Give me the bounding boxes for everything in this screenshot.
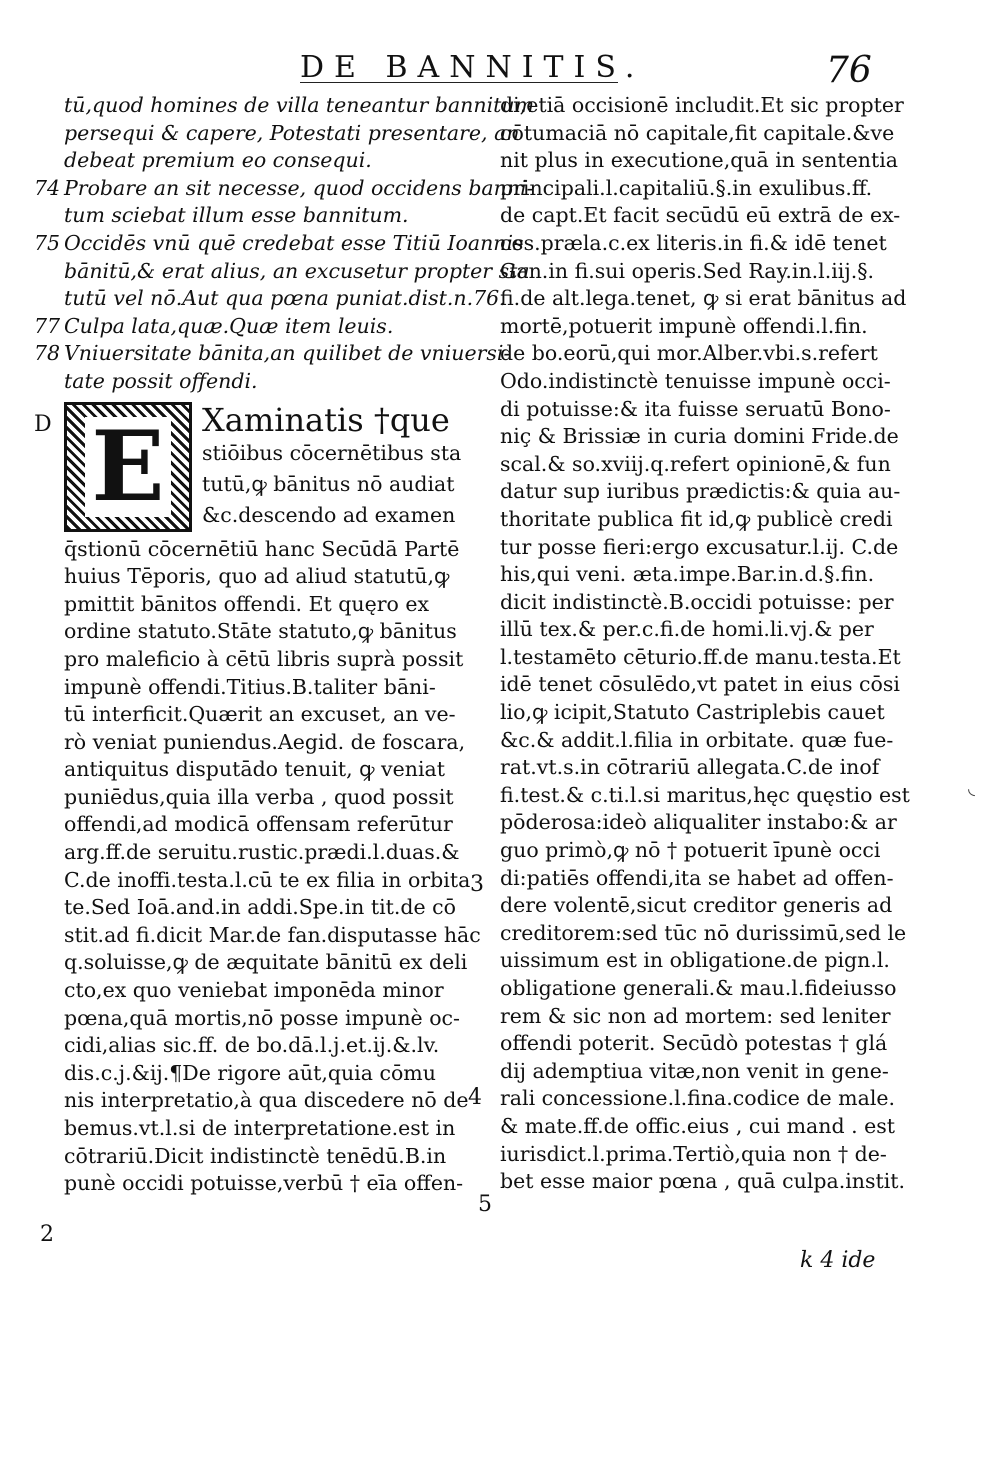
body-line: obligatione generali.& mau.l.fideiusso	[500, 976, 897, 1000]
body-line: pōderosa:ideò aliqualiter instabo:& ar	[500, 810, 897, 835]
body-line: stiōibus cōcernētibus sta	[202, 440, 462, 465]
body-line: rem & sic non ad mortem: sed leniter	[500, 1003, 891, 1028]
summary-number: 77	[34, 313, 61, 338]
body-line: huius Tēporis, quo ad aliud statutū,ꝙ	[64, 564, 450, 589]
running-title: DE BANNITIS.	[300, 50, 645, 85]
body-line: tū interficit.Quærit an excuset, an ve-	[64, 702, 456, 727]
body-line: pmittit bānitos offendi. Et quęro ex	[64, 591, 430, 616]
summary-line: Vniuersitate bānita,an quilibet de vniuersi-	[64, 341, 511, 366]
body-line: dis.c.j.&ij.¶De rigore aūt,quia cōmu	[64, 1060, 436, 1085]
body-line: impunè offendi.Titius.B.taliter bāni-	[64, 674, 436, 699]
body-line: bemus.vt.l.si de interpretatione.est in	[64, 1116, 456, 1140]
body-line: pro maleficio à cētū libris suprà possit	[64, 646, 464, 671]
summary-line: Culpa lata,quæ.Quæ item leuis.	[64, 313, 394, 338]
stray-ink-mark: ◟	[968, 778, 975, 799]
body-line: dij ademptiua vitæ,non venit in gene-	[500, 1058, 889, 1083]
body-line: creditorem:sed tūc nō durissimū,sed le	[500, 920, 907, 945]
lead-word: Xaminatis †que	[202, 400, 450, 439]
summary-line: tate possit offendi.	[64, 368, 258, 393]
summary-line: tutū vel nō.Aut qua pœna puniat.dist.n.76.	[64, 286, 506, 311]
body-line: lio,ꝙ icipit,Statuto Castriplebis cauet	[500, 700, 885, 725]
body-line: l.testamēto cēturio.ff.de manu.testa.Et	[500, 644, 901, 669]
body-line: de bo.eorū,qui mor.Alber.vbi.s.refert	[500, 341, 878, 366]
margin-number-2: 2	[40, 1222, 54, 1247]
body-line: ces.præla.c.ex literis.in fi.& idē tenet	[500, 230, 887, 255]
body-line: principali.l.capitaliū.§.in exulibus.ff.	[500, 175, 873, 200]
body-line: puniēdus,quia illa verba , quod possit	[64, 784, 454, 809]
body-line: cōtumaciā nō capitale,fit capitale.&ve	[500, 120, 895, 145]
margin-letter-d: D	[34, 412, 52, 437]
body-line: illū tex.& per.c.fi.de homi.li.vj.& per	[500, 617, 874, 642]
body-line: &c.& addit.l.filia in orbitate. quæ fue-	[500, 727, 894, 752]
decorated-initial	[64, 402, 192, 532]
summary-78	[34, 340, 511, 395]
body-line: de capt.Et facit secūdū eū extrā de ex-	[500, 203, 901, 228]
body-line: his,qui veni. æta.impe.Bar.in.d.§.fin.	[500, 562, 875, 587]
initial-side-text	[202, 402, 474, 531]
body-line: iurisdict.l.prima.Tertiò,quia non † de-	[500, 1141, 887, 1166]
right-column	[500, 92, 910, 1196]
body-line: Gan.in fi.sui operis.Sed Ray.in.l.iij.§.	[500, 258, 874, 283]
body-line: &c.descendo ad examen	[202, 502, 456, 527]
margin-number-5: 5	[478, 1192, 492, 1217]
body-line: dicit indistinctè.B.occidi potuisse: per	[500, 589, 894, 614]
body-line: niç & Brissiæ in curia domini Fride.de	[500, 424, 899, 449]
body-line: cto,ex quo veniebat imponēda minor	[64, 978, 444, 1003]
summary-line: tū,quod homines de villa teneantur bannitum	[64, 93, 535, 117]
body-line: fi.de alt.lega.tenet, ꝙ si erat bānitus ad	[500, 286, 907, 311]
summary-line: Probare an sit necesse, quod occidens banni-	[64, 175, 534, 200]
summary-number: 74	[34, 175, 61, 200]
body-line: antiquitus disputādo tenuit, ꝙ veniat	[64, 757, 445, 782]
body-line: rò veniat puniendus.Aegid. de foscara,	[64, 729, 466, 754]
summary-line: tum sciebat illum esse bannitum.	[64, 203, 409, 228]
body-line: arg.ff.de seruitu.rustic.prædi.l.duas.&	[64, 840, 460, 865]
body-line: dere volentē,sicut creditor generis ad	[500, 893, 893, 918]
body-line: Odo.indistinctè tenuisse impunè occi-	[500, 368, 891, 393]
body-line: & mate.ff.de offic.eius , cui mand . est	[500, 1113, 896, 1138]
body-line: C.de inoffi.testa.l.cū te ex filia in orbita	[64, 867, 471, 892]
body-line: cōtrariū.Dicit indistinctè tenēdū.B.in	[64, 1143, 447, 1168]
body-line: offendi,ad modicā offensam referūtur	[64, 812, 453, 837]
signature-mark: k 4 ide	[800, 1248, 876, 1273]
body-line: offendi poterit. Secūdò potestas † glá	[500, 1031, 888, 1056]
margin-number-3: 3	[470, 872, 484, 897]
body-line: guo primò,ꝙ nō † potuerit īpunè occi	[500, 838, 881, 863]
summary-75	[34, 230, 530, 313]
body-line: tutū,ꝙ bānitus nō audiat	[202, 471, 455, 496]
body-line: q.soluisse,ꝙ de æquitate bānitū ex deli	[64, 950, 468, 975]
body-line: mortē,potuerit impunè offendi.l.fin.	[500, 313, 868, 338]
left-body-text	[64, 536, 481, 1198]
body-line: fi.test.& c.ti.l.si maritus,hęc quęstio est	[500, 782, 910, 807]
body-line: datur sup iuribus prædictis:& quia au-	[500, 479, 901, 504]
body-line: te.Sed Ioā.and.in addi.Spe.in tit.de cō	[64, 895, 456, 920]
page-number: 76	[826, 50, 872, 91]
body-line: q̄stionū cōcernētiū hanc Secūdā Partē	[64, 536, 460, 561]
body-line: di potuisse:& ita fuisse seruatū Bono-	[500, 396, 891, 421]
body-line: ordine statuto.Stāte statuto,ꝙ bānitus	[64, 619, 457, 644]
left-column	[34, 92, 535, 1198]
summary-number: 78	[34, 341, 61, 366]
body-line: nit plus in executione,quā in sententia	[500, 148, 898, 173]
margin-number-4: 4	[468, 1085, 482, 1110]
summary-line: debeat premium eo consequi.	[64, 148, 372, 173]
summary-intro	[64, 92, 535, 175]
body-line: pœna,quā mortis,nō posse impunè oc-	[64, 1005, 460, 1030]
summary-line: bānitū,& erat alius, an excusetur propter sta	[64, 258, 530, 283]
summary-74	[34, 175, 534, 230]
title-rule	[300, 82, 618, 83]
body-line: stit.ad fi.dicit Mar.de fan.disputasse hāc	[64, 922, 481, 947]
summary-line: Occidēs vnū quē credebat esse Titiū Ioannis	[64, 230, 524, 255]
opening-paragraph	[64, 402, 474, 536]
body-line: rali concessione.l.fina.codice de male.	[500, 1086, 896, 1111]
summary-line: persequi & capere, Potestati presentare, an	[64, 120, 520, 145]
body-line: scal.& so.xviij.q.refert opinionē,& fun	[500, 451, 891, 476]
body-line: tur posse fieri:ergo excusatur.l.ij. C.de	[500, 534, 899, 559]
right-body-text	[500, 92, 910, 1196]
body-line: cidi,alias sic.ff. de bo.dā.l.j.et.ij.&.lv.	[64, 1033, 440, 1058]
summary-77	[34, 313, 474, 341]
body-line: di:patiēs offendi,ita se habet ad offen-	[500, 865, 894, 890]
body-line: bet esse maior pœna , quā culpa.instit.	[500, 1169, 906, 1194]
body-line: idē tenet cōsulēdo,vt patet in eius cōsi	[500, 672, 900, 697]
body-line: uissimum est in obligatione.de pign.l.	[500, 948, 890, 973]
body-line: rat.vt.s.in cōtrariū allegata.C.de inof	[500, 755, 880, 780]
summary-number: 75	[34, 230, 61, 255]
body-line: punè occidi potuisse,verbū † eīa offen-	[64, 1171, 464, 1196]
body-line: nis interpretatio,à qua discedere nō de	[64, 1088, 469, 1113]
body-line: thoritate publica fit id,ꝙ publicè credi	[500, 506, 893, 531]
body-line: di,etiā occisionē includit.Et sic propter	[500, 93, 904, 117]
initial-letter: E	[85, 417, 170, 517]
